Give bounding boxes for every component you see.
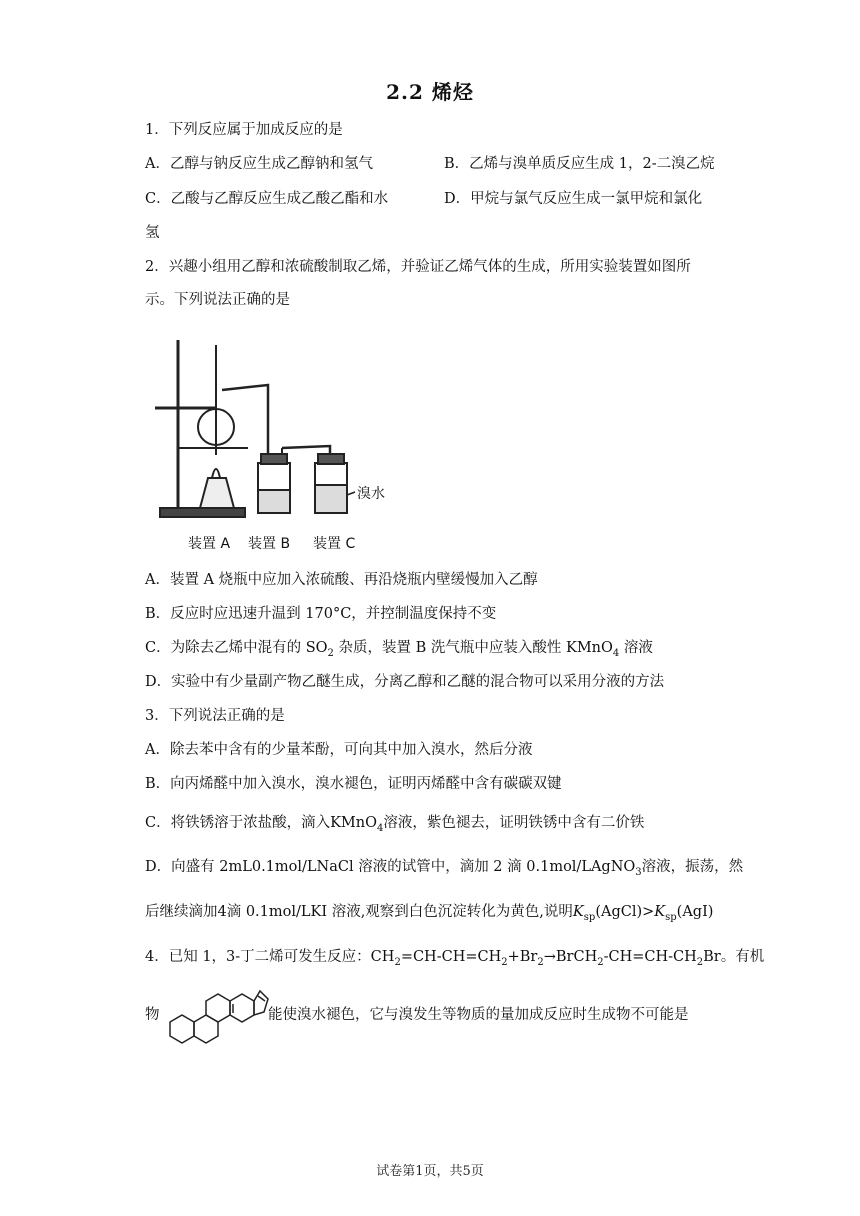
q1-option-d: D．甲烷与氯气反应生成一氯甲烷和氯化 — [444, 191, 703, 207]
q4-stem-line2: 能使溴水褪色，它与溴发生等物质的量加成反应时生成物不可能是 — [268, 1007, 689, 1023]
q3-option-c: C．将铁锈溶于浓盐酸，滴入KMnO$_4$溶液，紫色褪去，证明铁锈中含有二价铁 — [145, 815, 645, 834]
q2-option-d: D．实验中有少量副产物乙醚生成，分离乙醇和乙醚的混合物可以采用分液的方法 — [145, 674, 665, 690]
q2-option-b: B．反应时应迅速升温到 170°C，并控制温度保持不变 — [145, 606, 497, 622]
bromine-water-label: 溴水 — [357, 486, 385, 502]
q3-option-b: B．向丙烯醛中加入溴水，溴水褪色，证明丙烯醛中含有碳碳双键 — [145, 776, 562, 792]
page-footer: 试卷第1页，共5页 — [376, 1164, 484, 1179]
steroid-structure-figure — [158, 970, 270, 1050]
q3-stem: 3．下列说法正确的是 — [145, 708, 285, 724]
q1-option-b: B．乙烯与溴单质反应生成 1，2-二溴乙烷 — [444, 156, 715, 172]
q3-option-a: A．除去苯中含有的少量苯酚，可向其中加入溴水，然后分液 — [145, 742, 533, 758]
q4-organic-prefix: 物 — [145, 1007, 160, 1023]
page-title: 2.2 烯烃 — [386, 80, 474, 104]
q2-stem-line1: 2．兴趣小组用乙醇和浓硫酸制取乙烯，并验证乙烯气体的生成，所用实验装置如图所 — [145, 259, 691, 275]
label-apparatus-a: 装置 A — [188, 536, 231, 552]
label-apparatus-c: 装置 C — [313, 536, 356, 552]
q1-option-a: A．乙醇与钠反应生成乙醇钠和氢气 — [145, 156, 373, 172]
q1-option-d-cont: 氢 — [145, 225, 160, 241]
label-apparatus-b: 装置 B — [248, 536, 291, 552]
apparatus-figure — [150, 330, 385, 560]
q3-option-d-line2: 后继续滴加4滴 0.1mol/LKI 溶液,观察到白色沉淀转化为黄色,说明$K_{sp}(AgCl)>K_{sp}(AgI)$ — [145, 904, 714, 923]
q2-option-c: C．为除去乙烯中混有的 $SO_2$ 杂质，装置 B 洗气瓶中应装入酸性 KMnO$_4$ 溶液 — [145, 640, 653, 659]
q2-option-a: A．装置 A 烧瓶中应加入浓硫酸、再沿烧瓶内壁缓慢加入乙醇 — [145, 572, 538, 588]
q3-option-d-line1: D．向盛有 2mL0.1mol/LNaCl 溶液的试管中，滴加 2 滴 0.1mol/LAgNO$_3$溶液，振荡，然 — [145, 859, 744, 878]
q1-stem: 1．下列反应属于加成反应的是 — [145, 122, 343, 138]
q4-stem-line1: 4．已知 1，3-丁二烯可发生反应：$CH_2=CH-CH=CH_2+Br_2\to BrCH_2-CH=CH-CH_2Br$。有机 — [145, 949, 765, 968]
q2-stem-line2: 示。下列说法正确的是 — [145, 292, 290, 308]
q1-option-c: C．乙酸与乙醇反应生成乙酸乙酯和水 — [145, 191, 389, 207]
